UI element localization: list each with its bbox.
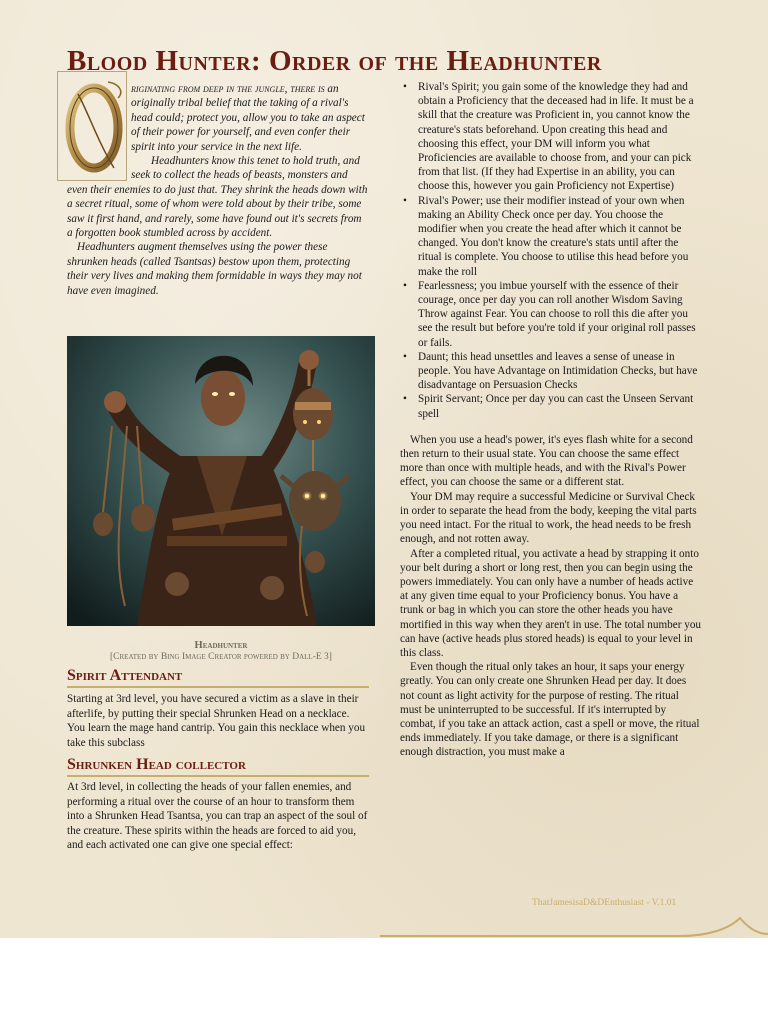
spirit-attendant-heading: Spirit Attendant	[67, 666, 369, 688]
figure-caption-credit: [Created by Bing Image Creator powered by Dall-E 3]	[110, 652, 332, 662]
paragraph-activation: After a completed ritual, you activate a head by strapping it onto your belt during a short or long rest, then you can begin using the powers immediately. You can only have a number of heads active at any given time equal to your Proficiency bonus. You have a trunk or bag in which you can store the other heads you have mortified in this way when they aren't in use. The total number you can have (active heads plus stored heads) is equal to your level in this class.	[400, 547, 702, 659]
shrunken-head-collector-heading: Shrunken Head collector	[67, 755, 369, 777]
right-column	[400, 80, 702, 760]
paragraph-medicine-check: Your DM may require a successful Medicine or Survival Check in order to separate the head from the body, keeping the vital parts you need intact. For the ritual to work, the head needs to be fresh enough, and not rotten away.	[400, 490, 697, 546]
intro-text	[67, 82, 369, 298]
effect-item-rivals-spirit: • Rival's Spirit; you gain some of the knowledge they had and obtain a Proficiency that the deceased had in life. It must be a skill that the creature was Proficient in, you cannot know the creature's stats beforehand. Upon creating this head and choosing this effect, your DM will inform you what Proficiencies are available to choose from, and your can pick from that list. (If they had Expertise in an ability, you can choose this, however you gain Proficiency not Expertise)	[400, 80, 702, 194]
ritual-rules-text	[400, 433, 702, 760]
headhunter-illustration	[67, 336, 375, 626]
paragraph-ritual-cost: Even though the ritual only takes an hour, it saps your energy greatly. You can only create one Shrunken Head per day. It does not count as light activity for the purpose of resting. The ritual must be uninterrupted to be successful. If it's interrupted by combat, if you take an attack action, cast a spell or move, the ritual ends immediately. If you take damage, or there is a significant enough distraction, you must make a	[400, 661, 700, 759]
effect-item-fearlessness: • Fearlessness; you imbue yourself with the essence of their courage, once per day you can roll another Wisdom Saving Throw against Fear. You can choose to roll this die after you see the result but before you're told if your original roll passes or fails.	[400, 279, 702, 350]
spirit-attendant-text: Starting at 3rd level, you have secured a victim as a slave in their afterlife, by putting their special Shrunken Head on a necklace. You learn the mage hand cantrip. You gain this necklace when you take this subclass	[67, 693, 366, 749]
drop-cap	[57, 71, 127, 181]
footer-ornament-icon	[380, 908, 768, 938]
drop-cap-ornament-icon	[58, 72, 128, 182]
figure-caption-title: Headhunter	[194, 640, 248, 651]
paragraph-head-power: When you use a head's power, it's eyes flash white for a second then return to their usual state. You can choose the same effect more than once with multiple heads, and with the Rival's Power effect, you can choose the same or a different stat.	[400, 433, 693, 489]
intro-paragraph-2: Headhunters know this tenet to hold truth, and seek to collect the heads of beasts, monsters and even their enemies to do just that. They shrink the heads down with a secret ritual, some of whom were told about by their tribe, some saw it first hand, and rarely, some have found out it's secrets from a forgotten book stumbled across by accident.	[67, 155, 368, 240]
intro-lead: riginating from deep in the jungle, there is	[131, 83, 325, 95]
intro-paragraph-3: Headhunters augment themselves using the power these shrunken heads (called Tsantsas) bestow upon them, protecting their very lives and making them formidable in ways they may not have even imagined.	[67, 241, 362, 297]
effect-item-spirit-servant: • Spirit Servant; Once per day you can cast the Unseen Servant spell	[400, 392, 702, 420]
intro-rest: an originally tribal belief that the taking of a rival's head could; protect you, allow you to take an aspect of their power for yourself, and even confer their spirit into your service in the next life.	[131, 83, 365, 153]
left-column	[67, 82, 369, 852]
shrunken-head-collector-text: At 3rd level, in collecting the heads of your fallen enemies, and performing a ritual over the course of an hour to transform them into a Shrunken Head Tsantsa, you can trap an aspect of the soul of the creature. These spirits within the heads are forced to aid you, and each activated one can give one special effect:	[67, 781, 368, 852]
effect-item-rivals-power: • Rival's Power; use their modifier instead of your own when making an Ability Check once per day. You choose the modifier when you create the head after which it cannot be changed. You don't know the creature's stats until after the ritual is complete. You choose to utilise this head before you make the roll	[400, 194, 702, 279]
effect-item-daunt: • Daunt; this head unsettles and leaves a sense of unease in people. You have Advantage on Intimidation Checks, but have disadvantage on Persuasion Checks	[400, 350, 702, 393]
page-footer: ThatJamesisaD&DEnthusiast - V.1.01	[532, 898, 677, 908]
page-title: Blood Hunter: Order of the Headhunter	[67, 45, 602, 77]
effects-list	[400, 80, 702, 421]
